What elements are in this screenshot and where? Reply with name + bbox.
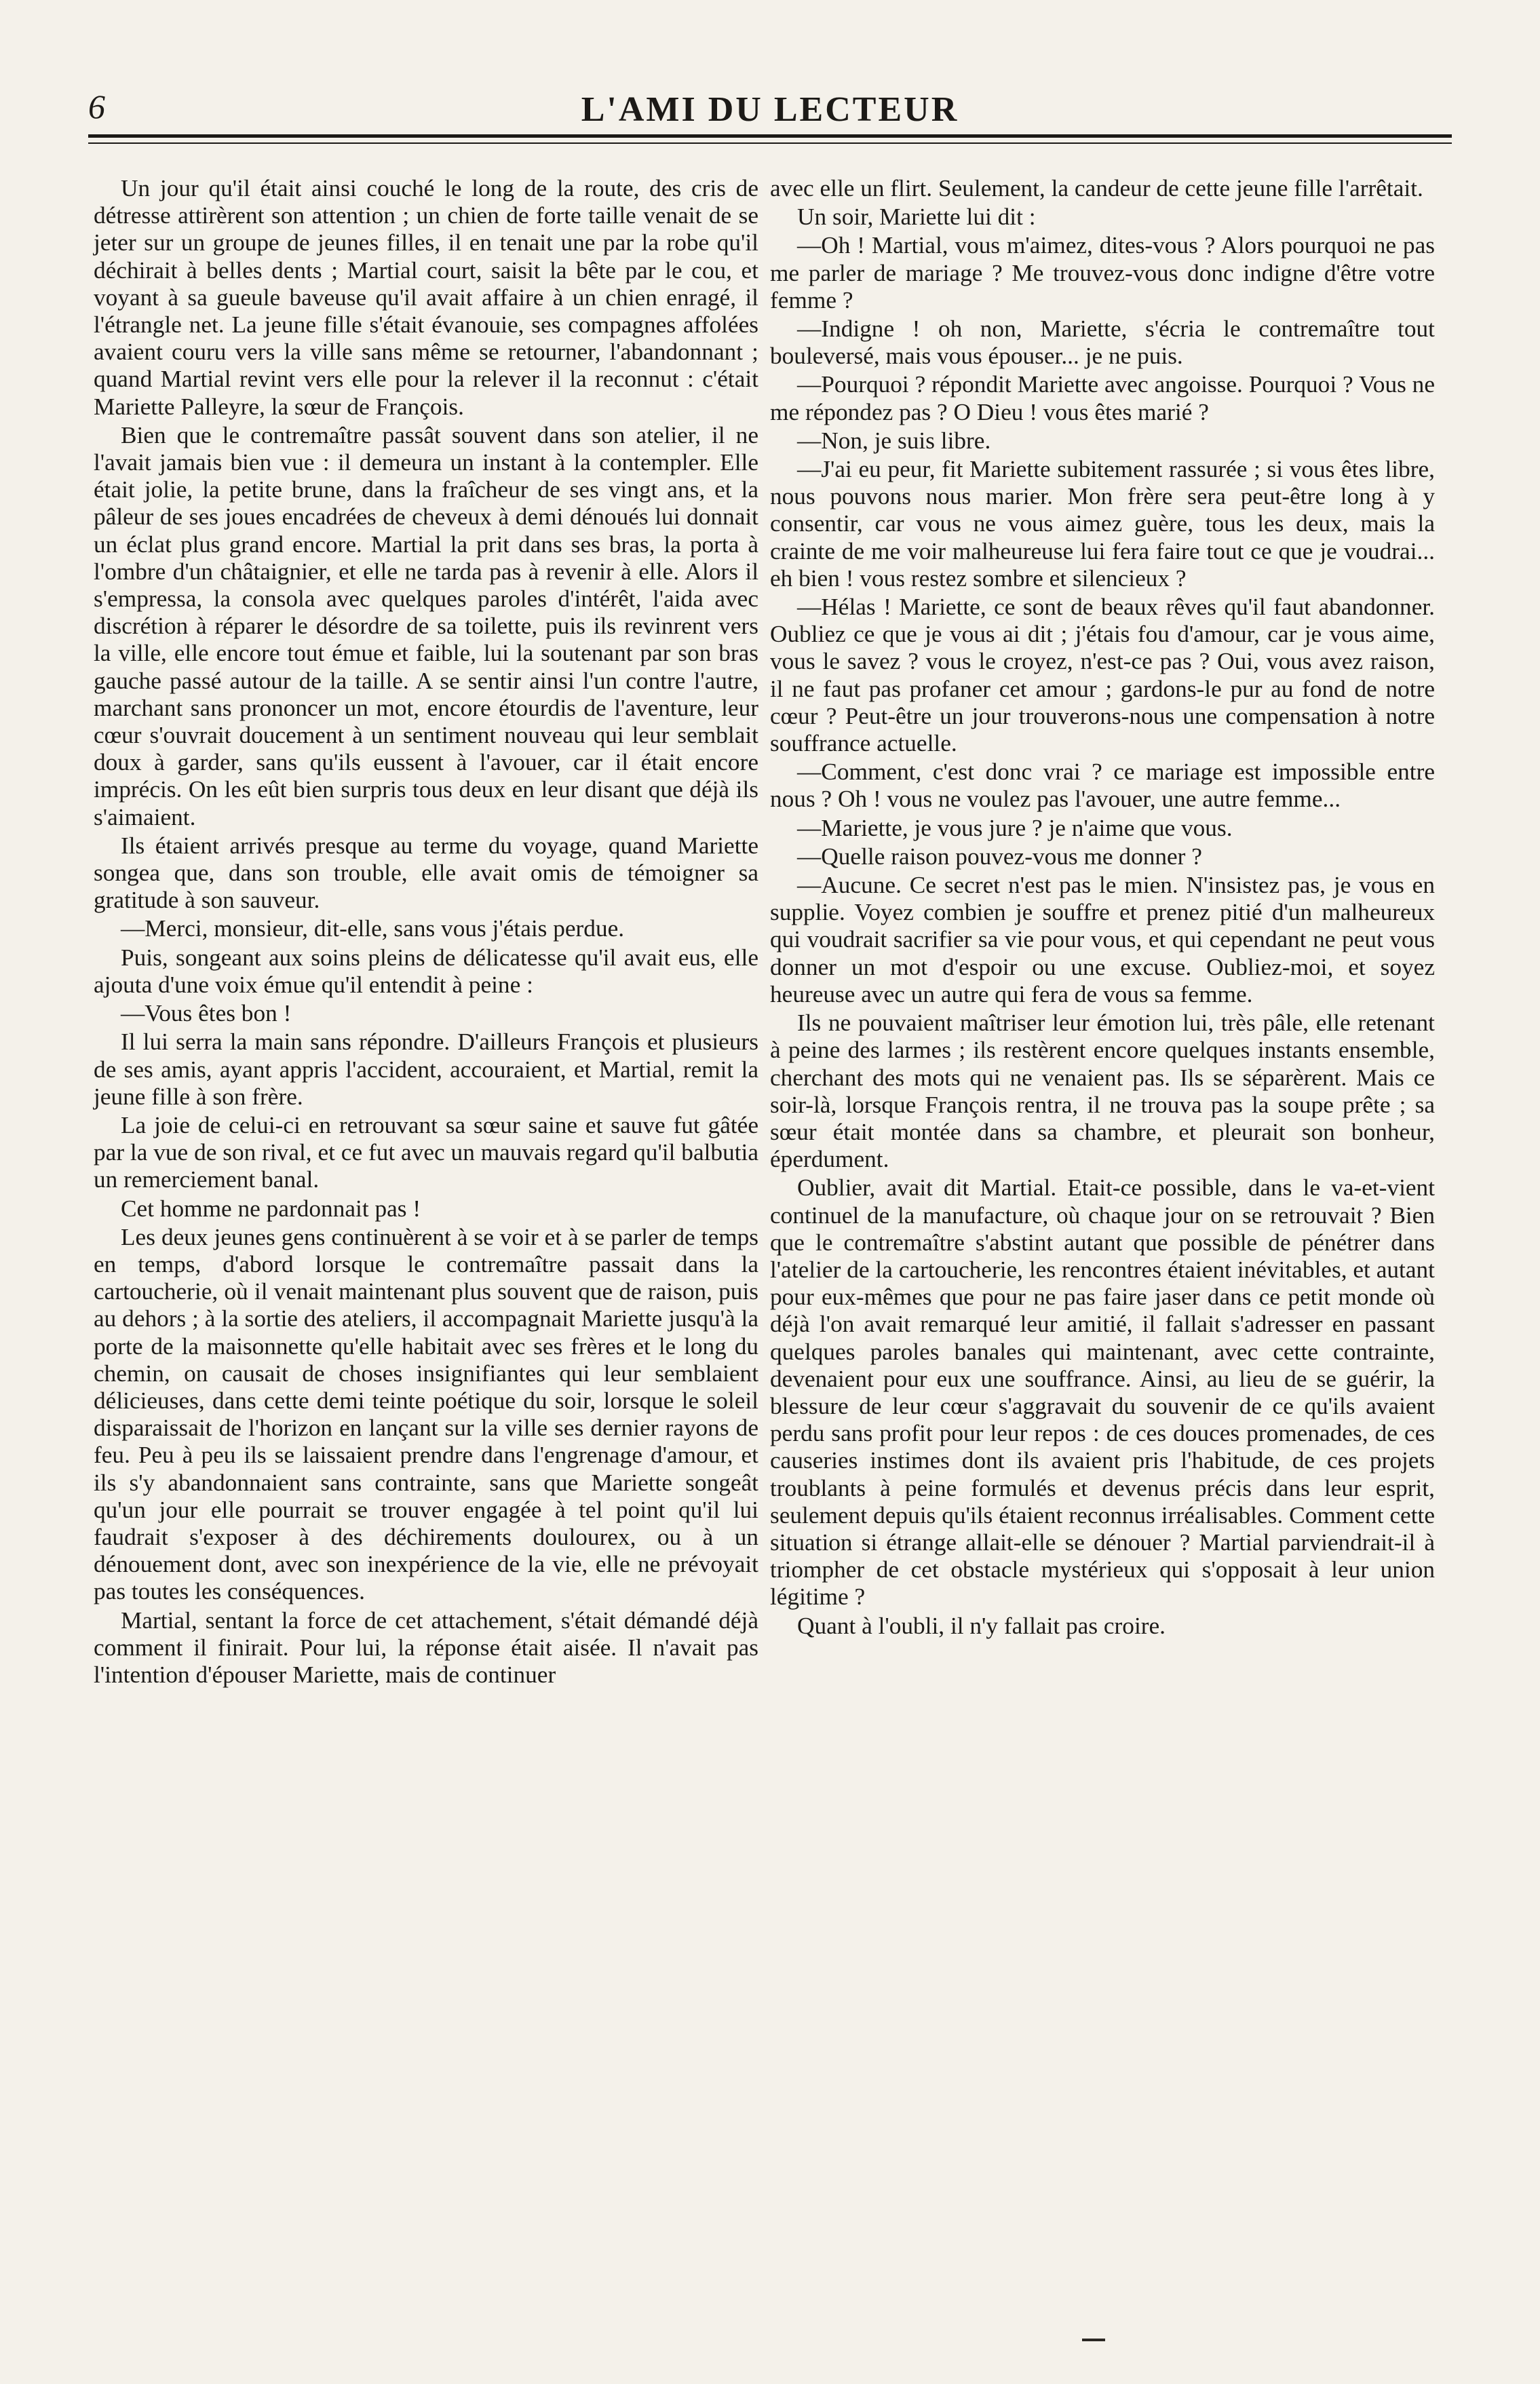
paragraph: Oublier, avait dit Martial. Etait-ce possible, dans le va-et-vient continuel de la manufacture, où chaque jour on se retrouvait ? Bien que le contremaître s'abstint autant que possible de pénétrer dans l'atelier de la cartoucherie, les rencontres étaient inévitables, et autant pour eux-mêmes que pour ne pas faire jaser dans ce petit monde où déjà l'on avait remarqué leur amitié, il fallait s'adresser en passant quelques paroles banales qui maintenant, avec cette contrainte, devenaient pour eux une souffrance. Ainsi, au lieu de se guérir, la blessure de leur cœur s'aggravait du souvenir de ce qu'ils avaient perdu sans profit pour leur repos : de ces douces promenades, de ces causeries instimes dont ils avaient pris l'habitude, de ces projets troublants à peine formulés et devenus précis dans leur esprit, seulement depuis qu'ils étaient reconnus irréalisables. Comment cette situation si étrange allait-elle se dénouer ? Martial parviendrait-il à triompher de cet obstacle mystérieux qui s'opposait à leur union légitime ? xyxy=(770,1174,1435,1611)
journal-title: L'AMI DU LECTEUR xyxy=(581,90,959,129)
paragraph: Les deux jeunes gens continuèrent à se voir et à se parler de temps en temps, d'abord lorsque le contremaître passait dans la cartoucherie, où il venait maintenant plus souvent que de raison, puis au dehors ; à la sortie des ateliers, il accompagnait Mariette jusqu'à la porte de la maisonnette qu'elle habitait avec ses frères et le long du chemin, on causait de choses insignifiantes qui leur semblaient délicieuses, dans cette demi teinte poétique du soir, lorsque le soleil disparaissait de l'horizon en lançant sur la ville ses dernier rayons de feu. Peu à peu ils se laissaient prendre dans l'engrenage d'amour, et ils s'y abandonnaient sans contrainte, sans que Mariette songeât qu'un jour elle pourrait se trouver engagée à tel point qu'il lui faudrait s'exposer à des déchirements doulourex, ou à un dénouement dont, avec son inexpérience de la vie, elle ne prévoyait pas toutes les conséquences. xyxy=(94,1223,758,1605)
paragraph: Bien que le contremaître passât souvent dans son atelier, il ne l'avait jamais bien vue : il demeura un instant à la contempler. Elle était jolie, la petite brune, dans la fraîcheur de ses vingt ans, et la pâleur de ses joues encadrées de cheveux à demi dénoués lui donnait un éclat plus grand encore. Martial la prit dans ses bras, la porta à l'ombre d'un châtaignier, et elle ne tarda pas à revenir à elle. Alors il s'empressa, la consola avec quelques paroles d'intérêt, l'aida avec discrétion à réparer le désordre de sa toilette, puis ils revinrent vers la ville, elle encore tout émue et faible, lui la soutenant par son bras gauche passé autour de la taille. A se sentir ainsi l'un contre l'autre, marchant sans prononcer un mot, encore étourdis de l'aventure, leur cœur s'ouvrait doucement à un sentiment nouveau qui leur semblait doux à garder, sans qu'ils eussent à l'avouer, car il était encore imprécis. On les eût bien surpris tous deux en leur disant que déjà ils s'aimaient. xyxy=(94,421,758,830)
paragraph: La joie de celui-ci en retrouvant sa sœur saine et sauve fut gâtée par la vue de son rival, et ce fut avec un mauvais regard qu'il balbutia un remerciement banal. xyxy=(94,1111,758,1193)
paragraph: —Vous êtes bon ! xyxy=(121,1000,292,1027)
paragraph: Martial, sentant la force de cet attachement, s'était démandé déjà comment il finirait. Pour lui, la réponse était aisée. Il n'avait pas l'intention d'épouser Mariette, mais de continuer xyxy=(94,1607,758,1688)
paragraph: —Indigne ! oh non, Mariette, s'écria le contremaître tout bouleversé, mais vous épouser... je ne puis. xyxy=(770,315,1435,370)
footer-dash xyxy=(1082,2339,1105,2341)
paragraph: Ils étaient arrivés presque au terme du voyage, quand Mariette songea que, dans son trouble, elle avait omis de témoigner sa gratitude à son sauveur. xyxy=(94,832,758,914)
right-column xyxy=(770,175,1435,1640)
paragraph: Il lui serra la main sans répondre. D'ailleurs François et plusieurs de ses amis, ayant appris l'accident, accouraient, et Martial, remit la jeune fille à son frère. xyxy=(94,1028,758,1110)
paragraph: Quant à l'oubli, il n'y fallait pas croire. xyxy=(797,1612,1166,1639)
paragraph: Ils ne pouvaient maîtriser leur émotion lui, très pâle, elle retenant à peine des larmes ; ils restèrent encore quelques instants ensemble, cherchant des mots qui ne venaient pas. Ils se séparèrent. Mais ce soir-là, lorsque François rentra, il ne trouva pas la soupe prête ; sa sœur était montée dans sa chambre, et pleurait son bonheur, éperdument. xyxy=(770,1010,1435,1173)
paragraph: —Hélas ! Mariette, ce sont de beaux rêves qu'il faut abandonner. Oubliez ce que je vous ai dit ; j'étais fou d'amour, car je vous aime, vous le savez ? vous le croyez, n'est-ce pas ? Oui, vous avez raison, il ne faut pas profaner cet amour ; gardons-le pur au fond de notre cœur ? Peut-être un jour trouverons-nous une compensation à notre souffrance actuelle. xyxy=(770,594,1435,757)
paragraph: —Non, je suis libre. xyxy=(797,427,991,454)
paragraph: avec elle un flirt. Seulement, la candeur de cette jeune fille l'arrêtait. xyxy=(770,175,1423,201)
paragraph: —Pourquoi ? répondit Mariette avec angoisse. Pourquoi ? Vous ne me répondez pas ? O Dieu ! vous êtes marié ? xyxy=(770,371,1435,425)
paragraph: —Merci, monsieur, dit-elle, sans vous j'étais perdue. xyxy=(121,915,625,942)
paragraph: Cet homme ne pardonnait pas ! xyxy=(121,1195,421,1222)
paragraph: —J'ai eu peur, fit Mariette subitement rassurée ; si vous êtes libre, nous pouvons nous marier. Mon frère sera peut-être long à y consentir, car vous ne vous aimez guère, tous les deux, mais la crainte de me voir malheureuse lui fera faire tout ce que je voudrai... eh bien ! vous restez sombre et silencieux ? xyxy=(770,456,1435,592)
paragraph: Un soir, Mariette lui dit : xyxy=(797,204,1036,231)
paragraph: Puis, songeant aux soins pleins de délicatesse qu'il avait eus, elle ajouta d'une voix émue qu'il entendit à peine : xyxy=(94,944,758,998)
header-rule-thick xyxy=(88,134,1452,138)
left-column xyxy=(94,175,758,1689)
paragraph: Un jour qu'il était ainsi couché le long de la route, des cris de détresse attirèrent son attention ; un chien de forte taille venait de se jeter sur un groupe de jeunes filles, il en tenait une par la robe qu'il déchirait à belles dents ; Martial court, saisit la bête par le cou, et voyant à sa gueule baveuse qu'il avait affaire à un chien enragé, il l'étrangle net. La jeune fille s'était évanouie, ses compagnes affolées avaient couru vers la ville sans même se retourner, l'abandonnant ; quand Martial revint vers elle pour la relever il la reconnut : c'était Mariette Palleyre, la sœur de François. xyxy=(94,175,758,420)
paragraph: —Quelle raison pouvez-vous me donner ? xyxy=(797,843,1202,870)
page-number: 6 xyxy=(88,88,105,126)
paragraph: —Mariette, je vous jure ? je n'aime que vous. xyxy=(797,814,1233,841)
paragraph: —Oh ! Martial, vous m'aimez, dites-vous ? Alors pourquoi ne pas me parler de mariage ? Me trouvez-vous donc indigne d'être votre femme ? xyxy=(770,232,1435,313)
paragraph: —Aucune. Ce secret n'est pas le mien. N'insistez pas, je vous en supplie. Voyez combien je souffre et prenez pitié d'un malheureux qui voudrait sacrifier sa vie pour vous, et qui cependant ne peut vous donner un mot d'espoir ou une excuse. Oubliez-moi, et soyez heureuse avec un autre qui fera de vous sa femme. xyxy=(770,872,1435,1007)
page-header xyxy=(88,81,1452,136)
paragraph: —Comment, c'est donc vrai ? ce mariage est impossible entre nous ? Oh ! vous ne voulez pas l'avouer, une autre femme... xyxy=(770,758,1435,813)
header-rule-thin xyxy=(88,142,1452,144)
